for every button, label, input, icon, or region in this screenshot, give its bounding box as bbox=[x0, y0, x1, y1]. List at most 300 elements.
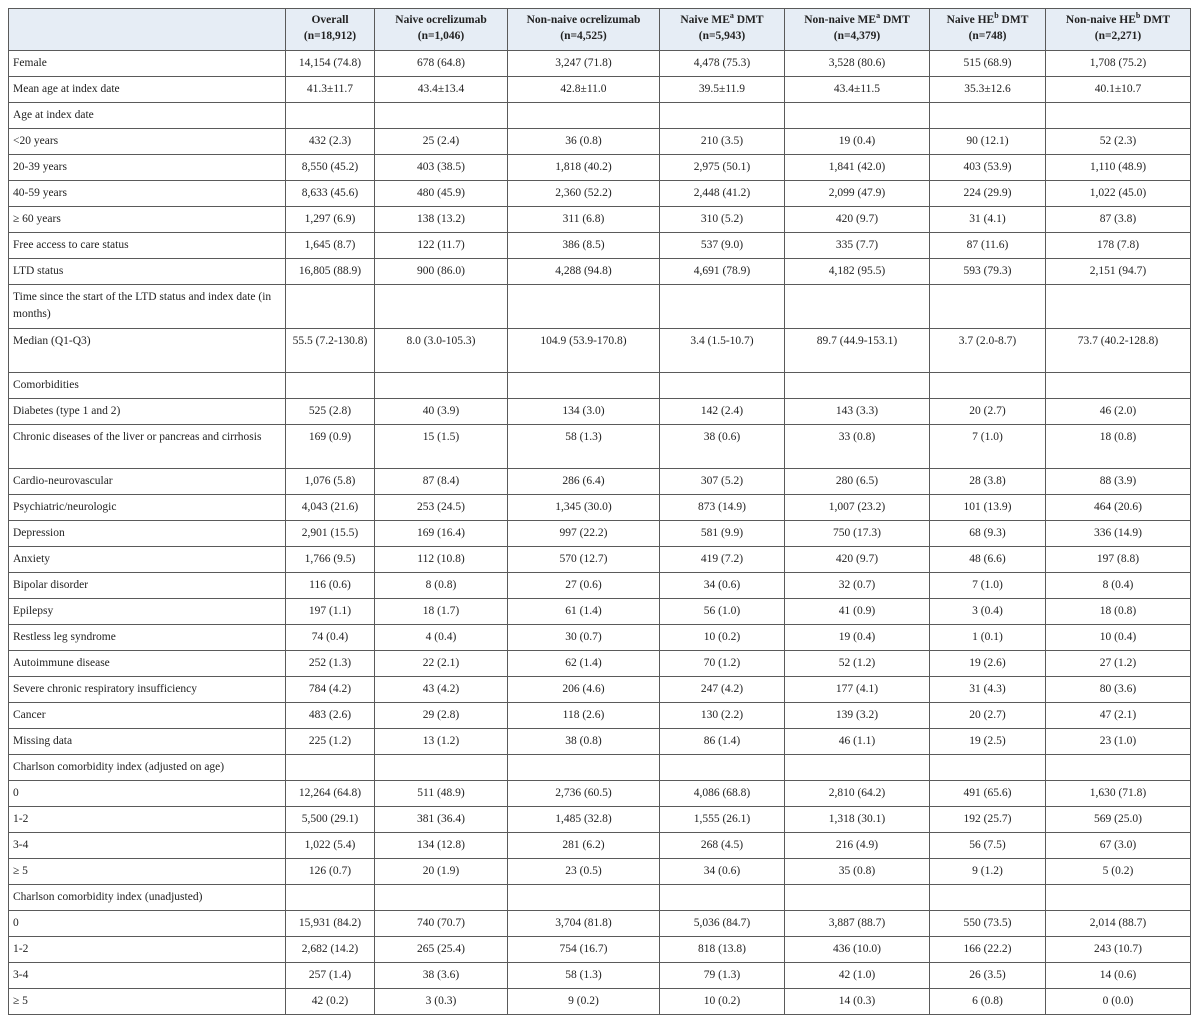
row-label-cell: Cardio-neurovascular bbox=[9, 469, 286, 495]
value-cell bbox=[508, 885, 660, 911]
value-cell: 56 (7.5) bbox=[930, 833, 1046, 859]
row-label-cell: Autoimmune disease bbox=[9, 651, 286, 677]
value-cell: 36 (0.8) bbox=[508, 129, 660, 155]
value-cell: 1,555 (26.1) bbox=[660, 807, 785, 833]
value-cell: 511 (48.9) bbox=[375, 781, 508, 807]
value-cell: 35.3±12.6 bbox=[930, 77, 1046, 103]
value-cell: 678 (64.8) bbox=[375, 51, 508, 77]
value-cell: 9 (0.2) bbox=[508, 989, 660, 1015]
value-cell bbox=[930, 885, 1046, 911]
table-row bbox=[9, 233, 1191, 259]
value-cell: 750 (17.3) bbox=[785, 521, 930, 547]
column-header bbox=[785, 9, 930, 51]
value-cell bbox=[1046, 285, 1191, 329]
value-cell: 2,151 (94.7) bbox=[1046, 259, 1191, 285]
value-cell: 18 (0.8) bbox=[1046, 425, 1191, 469]
row-label-cell: 3-4 bbox=[9, 963, 286, 989]
column-header bbox=[375, 9, 508, 51]
value-cell: 70 (1.2) bbox=[660, 651, 785, 677]
table-row bbox=[9, 677, 1191, 703]
value-cell: 286 (6.4) bbox=[508, 469, 660, 495]
value-cell: 900 (86.0) bbox=[375, 259, 508, 285]
value-cell bbox=[375, 755, 508, 781]
value-cell: 1,022 (45.0) bbox=[1046, 181, 1191, 207]
value-cell: 134 (3.0) bbox=[508, 399, 660, 425]
value-cell: 569 (25.0) bbox=[1046, 807, 1191, 833]
value-cell bbox=[660, 885, 785, 911]
value-cell: 134 (12.8) bbox=[375, 833, 508, 859]
table-row bbox=[9, 729, 1191, 755]
value-cell: 593 (79.3) bbox=[930, 259, 1046, 285]
value-cell: 432 (2.3) bbox=[286, 129, 375, 155]
value-cell: 20 (2.7) bbox=[930, 703, 1046, 729]
baseline-characteristics-table bbox=[8, 8, 1191, 1015]
column-header-label: Naive HE bbox=[946, 14, 995, 26]
value-cell: 18 (0.8) bbox=[1046, 599, 1191, 625]
value-cell: 34 (0.6) bbox=[660, 573, 785, 599]
value-cell: 550 (73.5) bbox=[930, 911, 1046, 937]
value-cell: 4,288 (94.8) bbox=[508, 259, 660, 285]
value-cell: 420 (9.7) bbox=[785, 207, 930, 233]
value-cell: 35 (0.8) bbox=[785, 859, 930, 885]
value-cell: 7 (1.0) bbox=[930, 573, 1046, 599]
value-cell: 197 (8.8) bbox=[1046, 547, 1191, 573]
value-cell: 48 (6.6) bbox=[930, 547, 1046, 573]
value-cell: 62 (1.4) bbox=[508, 651, 660, 677]
value-cell: 997 (22.2) bbox=[508, 521, 660, 547]
value-cell: 33 (0.8) bbox=[785, 425, 930, 469]
table-row bbox=[9, 129, 1191, 155]
value-cell bbox=[1046, 755, 1191, 781]
value-cell: 20 (2.7) bbox=[930, 399, 1046, 425]
row-label-cell: 40-59 years bbox=[9, 181, 286, 207]
value-cell: 26 (3.5) bbox=[930, 963, 1046, 989]
column-header-count: (n=5,943) bbox=[698, 30, 746, 42]
value-cell: 873 (14.9) bbox=[660, 495, 785, 521]
value-cell: 87 (3.8) bbox=[1046, 207, 1191, 233]
value-cell: 9 (1.2) bbox=[930, 859, 1046, 885]
table-row bbox=[9, 651, 1191, 677]
row-label-cell: Epilepsy bbox=[9, 599, 286, 625]
value-cell: 31 (4.1) bbox=[930, 207, 1046, 233]
value-cell: 311 (6.8) bbox=[508, 207, 660, 233]
value-cell: 13 (1.2) bbox=[375, 729, 508, 755]
column-header-count: (n=4,379) bbox=[833, 30, 881, 42]
column-header-label-suffix: DMT bbox=[998, 14, 1029, 26]
value-cell: 2,810 (64.2) bbox=[785, 781, 930, 807]
value-cell: 10 (0.2) bbox=[660, 625, 785, 651]
value-cell: 42.8±11.0 bbox=[508, 77, 660, 103]
value-cell: 2,682 (14.2) bbox=[286, 937, 375, 963]
value-cell bbox=[785, 103, 930, 129]
value-cell: 42 (0.2) bbox=[286, 989, 375, 1015]
value-cell: 243 (10.7) bbox=[1046, 937, 1191, 963]
value-cell: 126 (0.7) bbox=[286, 859, 375, 885]
value-cell: 14 (0.3) bbox=[785, 989, 930, 1015]
value-cell: 1,110 (48.9) bbox=[1046, 155, 1191, 181]
value-cell bbox=[508, 285, 660, 329]
column-header-count: (n=4,525) bbox=[560, 30, 607, 42]
value-cell: 12,264 (64.8) bbox=[286, 781, 375, 807]
value-cell bbox=[286, 285, 375, 329]
column-header-count: (n=748) bbox=[968, 30, 1007, 42]
value-cell bbox=[286, 103, 375, 129]
value-cell: 46 (2.0) bbox=[1046, 399, 1191, 425]
value-cell: 40.1±10.7 bbox=[1046, 77, 1191, 103]
table-row bbox=[9, 547, 1191, 573]
value-cell bbox=[660, 103, 785, 129]
value-cell: 8.0 (3.0-105.3) bbox=[375, 329, 508, 373]
table-row bbox=[9, 755, 1191, 781]
column-header-count: (n=2,271) bbox=[1094, 30, 1142, 42]
value-cell: 8,550 (45.2) bbox=[286, 155, 375, 181]
value-cell bbox=[660, 755, 785, 781]
value-cell bbox=[286, 885, 375, 911]
value-cell: 265 (25.4) bbox=[375, 937, 508, 963]
value-cell: 28 (3.8) bbox=[930, 469, 1046, 495]
value-cell: 40 (3.9) bbox=[375, 399, 508, 425]
value-cell: 224 (29.9) bbox=[930, 181, 1046, 207]
value-cell: 4,086 (68.8) bbox=[660, 781, 785, 807]
column-header-label-suffix: DMT bbox=[880, 14, 910, 26]
value-cell: 4,182 (95.5) bbox=[785, 259, 930, 285]
value-cell bbox=[930, 373, 1046, 399]
value-cell: 253 (24.5) bbox=[375, 495, 508, 521]
value-cell: 34 (0.6) bbox=[660, 859, 785, 885]
value-cell: 47 (2.1) bbox=[1046, 703, 1191, 729]
value-cell: 79 (1.3) bbox=[660, 963, 785, 989]
value-cell: 1,345 (30.0) bbox=[508, 495, 660, 521]
column-header-label: Non-naive ME bbox=[804, 14, 877, 26]
header-corner-cell bbox=[9, 9, 286, 51]
value-cell: 139 (3.2) bbox=[785, 703, 930, 729]
value-cell bbox=[508, 755, 660, 781]
value-cell: 14,154 (74.8) bbox=[286, 51, 375, 77]
row-label-cell: Missing data bbox=[9, 729, 286, 755]
value-cell: 19 (0.4) bbox=[785, 625, 930, 651]
value-cell: 210 (3.5) bbox=[660, 129, 785, 155]
value-cell: 1,297 (6.9) bbox=[286, 207, 375, 233]
value-cell bbox=[286, 373, 375, 399]
value-cell: 14 (0.6) bbox=[1046, 963, 1191, 989]
row-label-cell: Charlson comorbidity index (adjusted on age) bbox=[9, 755, 286, 781]
value-cell: 90 (12.1) bbox=[930, 129, 1046, 155]
value-cell bbox=[375, 373, 508, 399]
row-label-cell: LTD status bbox=[9, 259, 286, 285]
value-cell: 42 (1.0) bbox=[785, 963, 930, 989]
column-header-label: Naive ME bbox=[680, 14, 730, 26]
row-label-cell: 1-2 bbox=[9, 807, 286, 833]
table-row bbox=[9, 963, 1191, 989]
row-label-cell: Diabetes (type 1 and 2) bbox=[9, 399, 286, 425]
value-cell: 192 (25.7) bbox=[930, 807, 1046, 833]
value-cell bbox=[785, 373, 930, 399]
table-row bbox=[9, 373, 1191, 399]
column-header-label: Overall bbox=[311, 14, 349, 26]
value-cell: 1,708 (75.2) bbox=[1046, 51, 1191, 77]
value-cell: 1,007 (23.2) bbox=[785, 495, 930, 521]
value-cell: 23 (0.5) bbox=[508, 859, 660, 885]
value-cell: 3 (0.3) bbox=[375, 989, 508, 1015]
value-cell: 177 (4.1) bbox=[785, 677, 930, 703]
table-row bbox=[9, 885, 1191, 911]
value-cell: 166 (22.2) bbox=[930, 937, 1046, 963]
column-header bbox=[286, 9, 375, 51]
column-header-label: Non-naive ocrelizumab bbox=[526, 14, 641, 26]
value-cell: 6 (0.8) bbox=[930, 989, 1046, 1015]
value-cell: 86 (1.4) bbox=[660, 729, 785, 755]
table-row bbox=[9, 521, 1191, 547]
value-cell: 19 (2.5) bbox=[930, 729, 1046, 755]
column-header-count: (n=1,046) bbox=[417, 30, 465, 42]
value-cell: 68 (9.3) bbox=[930, 521, 1046, 547]
value-cell bbox=[785, 755, 930, 781]
value-cell: 30 (0.7) bbox=[508, 625, 660, 651]
row-label-cell: Free access to care status bbox=[9, 233, 286, 259]
value-cell: 2,975 (50.1) bbox=[660, 155, 785, 181]
column-header-label-suffix: DMT bbox=[733, 14, 764, 26]
value-cell: 0 (0.0) bbox=[1046, 989, 1191, 1015]
value-cell: 336 (14.9) bbox=[1046, 521, 1191, 547]
row-label-cell: Severe chronic respiratory insufficiency bbox=[9, 677, 286, 703]
column-header-label-suffix: DMT bbox=[1140, 14, 1171, 26]
column-header-footnote-marker: a bbox=[729, 11, 734, 21]
table-row bbox=[9, 77, 1191, 103]
value-cell: 570 (12.7) bbox=[508, 547, 660, 573]
value-cell: 142 (2.4) bbox=[660, 399, 785, 425]
value-cell: 27 (1.2) bbox=[1046, 651, 1191, 677]
table-row bbox=[9, 425, 1191, 469]
value-cell: 4 (0.4) bbox=[375, 625, 508, 651]
value-cell: 20 (1.9) bbox=[375, 859, 508, 885]
value-cell: 122 (11.7) bbox=[375, 233, 508, 259]
value-cell: 169 (0.9) bbox=[286, 425, 375, 469]
value-cell: 1,022 (5.4) bbox=[286, 833, 375, 859]
value-cell: 754 (16.7) bbox=[508, 937, 660, 963]
column-header-footnote-marker: a bbox=[876, 11, 881, 21]
table-row bbox=[9, 703, 1191, 729]
value-cell: 46 (1.1) bbox=[785, 729, 930, 755]
value-cell: 403 (38.5) bbox=[375, 155, 508, 181]
value-cell: 38 (0.8) bbox=[508, 729, 660, 755]
value-cell bbox=[660, 373, 785, 399]
row-label-cell: Median (Q1-Q3) bbox=[9, 329, 286, 373]
value-cell: 10 (0.4) bbox=[1046, 625, 1191, 651]
value-cell: 740 (70.7) bbox=[375, 911, 508, 937]
value-cell: 15 (1.5) bbox=[375, 425, 508, 469]
header-row bbox=[9, 9, 1191, 51]
value-cell: 2,901 (15.5) bbox=[286, 521, 375, 547]
row-label-cell: <20 years bbox=[9, 129, 286, 155]
row-label-cell: 20-39 years bbox=[9, 155, 286, 181]
value-cell: 4,043 (21.6) bbox=[286, 495, 375, 521]
value-cell: 130 (2.2) bbox=[660, 703, 785, 729]
value-cell: 4,691 (78.9) bbox=[660, 259, 785, 285]
row-label-cell: 1-2 bbox=[9, 937, 286, 963]
value-cell: 61 (1.4) bbox=[508, 599, 660, 625]
table-row bbox=[9, 833, 1191, 859]
row-label-cell: Charlson comorbidity index (unadjusted) bbox=[9, 885, 286, 911]
value-cell: 1,818 (40.2) bbox=[508, 155, 660, 181]
table-row bbox=[9, 807, 1191, 833]
value-cell: 3,887 (88.7) bbox=[785, 911, 930, 937]
table-row bbox=[9, 937, 1191, 963]
value-cell: 39.5±11.9 bbox=[660, 77, 785, 103]
value-cell: 2,099 (47.9) bbox=[785, 181, 930, 207]
value-cell: 116 (0.6) bbox=[286, 573, 375, 599]
value-cell: 101 (13.9) bbox=[930, 495, 1046, 521]
value-cell bbox=[1046, 885, 1191, 911]
value-cell: 31 (4.3) bbox=[930, 677, 1046, 703]
row-label-cell: ≥ 5 bbox=[9, 859, 286, 885]
value-cell: 4,478 (75.3) bbox=[660, 51, 785, 77]
column-header-label: Non-naive HE bbox=[1065, 14, 1136, 26]
value-cell: 5 (0.2) bbox=[1046, 859, 1191, 885]
value-cell: 5,500 (29.1) bbox=[286, 807, 375, 833]
value-cell bbox=[785, 885, 930, 911]
value-cell: 52 (2.3) bbox=[1046, 129, 1191, 155]
row-label-cell: Psychiatric/neurologic bbox=[9, 495, 286, 521]
table-row bbox=[9, 285, 1191, 329]
value-cell: 41 (0.9) bbox=[785, 599, 930, 625]
table-row bbox=[9, 207, 1191, 233]
value-cell: 43.4±13.4 bbox=[375, 77, 508, 103]
value-cell: 169 (16.4) bbox=[375, 521, 508, 547]
value-cell: 206 (4.6) bbox=[508, 677, 660, 703]
table-row bbox=[9, 259, 1191, 285]
value-cell: 80 (3.6) bbox=[1046, 677, 1191, 703]
table-row bbox=[9, 329, 1191, 373]
value-cell: 2,448 (41.2) bbox=[660, 181, 785, 207]
value-cell: 56 (1.0) bbox=[660, 599, 785, 625]
row-label-cell: Depression bbox=[9, 521, 286, 547]
column-header bbox=[930, 9, 1046, 51]
value-cell: 1,485 (32.8) bbox=[508, 807, 660, 833]
value-cell: 1 (0.1) bbox=[930, 625, 1046, 651]
value-cell: 104.9 (53.9-170.8) bbox=[508, 329, 660, 373]
value-cell: 464 (20.6) bbox=[1046, 495, 1191, 521]
value-cell: 335 (7.7) bbox=[785, 233, 930, 259]
value-cell: 1,645 (8.7) bbox=[286, 233, 375, 259]
row-label-cell: Chronic diseases of the liver or pancreas and cirrhosis bbox=[9, 425, 286, 469]
value-cell: 88 (3.9) bbox=[1046, 469, 1191, 495]
value-cell: 419 (7.2) bbox=[660, 547, 785, 573]
value-cell: 784 (4.2) bbox=[286, 677, 375, 703]
row-label-cell: ≥ 5 bbox=[9, 989, 286, 1015]
value-cell: 307 (5.2) bbox=[660, 469, 785, 495]
value-cell: 73.7 (40.2-128.8) bbox=[1046, 329, 1191, 373]
value-cell: 1,076 (5.8) bbox=[286, 469, 375, 495]
value-cell: 525 (2.8) bbox=[286, 399, 375, 425]
value-cell: 420 (9.7) bbox=[785, 547, 930, 573]
table-row bbox=[9, 911, 1191, 937]
value-cell: 436 (10.0) bbox=[785, 937, 930, 963]
value-cell: 89.7 (44.9-153.1) bbox=[785, 329, 930, 373]
value-cell: 581 (9.9) bbox=[660, 521, 785, 547]
table-row bbox=[9, 989, 1191, 1015]
row-label-cell: Restless leg syndrome bbox=[9, 625, 286, 651]
column-header bbox=[508, 9, 660, 51]
column-header-footnote-marker: b bbox=[994, 11, 999, 21]
value-cell: 8,633 (45.6) bbox=[286, 181, 375, 207]
value-cell: 138 (13.2) bbox=[375, 207, 508, 233]
value-cell: 55.5 (7.2-130.8) bbox=[286, 329, 375, 373]
row-label-cell: Age at index date bbox=[9, 103, 286, 129]
value-cell: 216 (4.9) bbox=[785, 833, 930, 859]
row-label-cell: Comorbidities bbox=[9, 373, 286, 399]
value-cell: 381 (36.4) bbox=[375, 807, 508, 833]
value-cell: 491 (65.6) bbox=[930, 781, 1046, 807]
value-cell bbox=[930, 285, 1046, 329]
table-row bbox=[9, 781, 1191, 807]
table-row bbox=[9, 155, 1191, 181]
value-cell: 27 (0.6) bbox=[508, 573, 660, 599]
value-cell bbox=[785, 285, 930, 329]
table-row bbox=[9, 103, 1191, 129]
value-cell: 19 (2.6) bbox=[930, 651, 1046, 677]
value-cell: 252 (1.3) bbox=[286, 651, 375, 677]
column-header bbox=[660, 9, 785, 51]
table-row bbox=[9, 495, 1191, 521]
value-cell: 257 (1.4) bbox=[286, 963, 375, 989]
row-label-cell: 3-4 bbox=[9, 833, 286, 859]
value-cell: 118 (2.6) bbox=[508, 703, 660, 729]
value-cell bbox=[375, 885, 508, 911]
value-cell: 112 (10.8) bbox=[375, 547, 508, 573]
value-cell: 280 (6.5) bbox=[785, 469, 930, 495]
value-cell: 403 (53.9) bbox=[930, 155, 1046, 181]
value-cell bbox=[375, 285, 508, 329]
table-row bbox=[9, 399, 1191, 425]
value-cell: 8 (0.8) bbox=[375, 573, 508, 599]
value-cell: 87 (8.4) bbox=[375, 469, 508, 495]
table-row bbox=[9, 469, 1191, 495]
row-label-cell: Mean age at index date bbox=[9, 77, 286, 103]
value-cell bbox=[286, 755, 375, 781]
value-cell: 38 (0.6) bbox=[660, 425, 785, 469]
column-header bbox=[1046, 9, 1191, 51]
value-cell: 43 (4.2) bbox=[375, 677, 508, 703]
value-cell: 87 (11.6) bbox=[930, 233, 1046, 259]
value-cell: 2,736 (60.5) bbox=[508, 781, 660, 807]
row-label-cell: 0 bbox=[9, 781, 286, 807]
row-label-cell: 0 bbox=[9, 911, 286, 937]
value-cell: 58 (1.3) bbox=[508, 963, 660, 989]
value-cell: 43.4±11.5 bbox=[785, 77, 930, 103]
value-cell: 143 (3.3) bbox=[785, 399, 930, 425]
row-label-cell: Cancer bbox=[9, 703, 286, 729]
value-cell: 3.7 (2.0-8.7) bbox=[930, 329, 1046, 373]
value-cell: 22 (2.1) bbox=[375, 651, 508, 677]
value-cell: 3,247 (71.8) bbox=[508, 51, 660, 77]
value-cell: 483 (2.6) bbox=[286, 703, 375, 729]
value-cell: 197 (1.1) bbox=[286, 599, 375, 625]
table-row bbox=[9, 599, 1191, 625]
value-cell: 3,528 (80.6) bbox=[785, 51, 930, 77]
table-row bbox=[9, 573, 1191, 599]
value-cell: 1,841 (42.0) bbox=[785, 155, 930, 181]
value-cell: 268 (4.5) bbox=[660, 833, 785, 859]
table-row bbox=[9, 181, 1191, 207]
value-cell: 16,805 (88.9) bbox=[286, 259, 375, 285]
value-cell: 32 (0.7) bbox=[785, 573, 930, 599]
column-header-count: (n=18,912) bbox=[303, 30, 357, 42]
value-cell: 19 (0.4) bbox=[785, 129, 930, 155]
table-body bbox=[9, 51, 1191, 1015]
value-cell: 23 (1.0) bbox=[1046, 729, 1191, 755]
value-cell: 480 (45.9) bbox=[375, 181, 508, 207]
value-cell: 3 (0.4) bbox=[930, 599, 1046, 625]
